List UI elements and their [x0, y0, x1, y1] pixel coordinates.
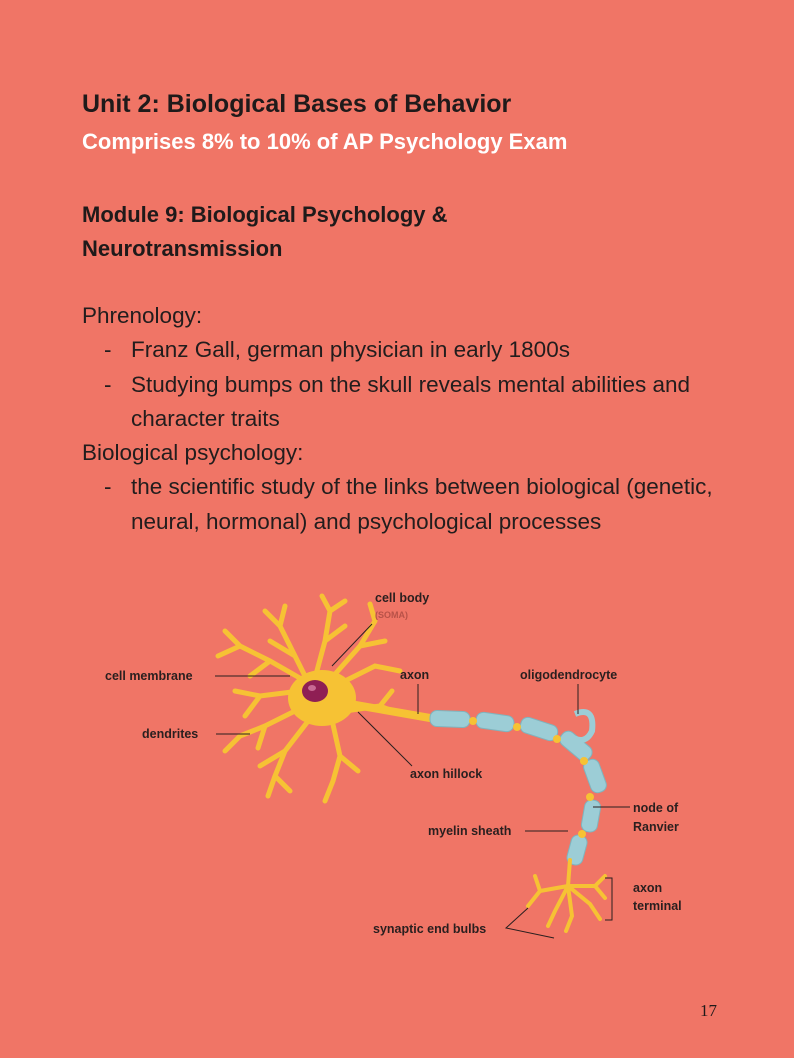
bullet-dash: -: [104, 371, 112, 397]
bullet-list: [82, 333, 722, 436]
module-title: [82, 198, 602, 266]
label-axon-terminal-1: axon: [633, 881, 663, 895]
notes-body: [82, 299, 722, 539]
label-oligodendrocyte: oligodendrocyte: [520, 668, 618, 682]
label-node-of: node of: [633, 801, 679, 815]
page-number: 17: [700, 1001, 717, 1020]
list-item: [82, 470, 722, 539]
label-myelin-sheath: myelin sheath: [428, 824, 512, 838]
axon-terminal-graphic: [528, 860, 605, 931]
label-cell-membrane: cell membrane: [105, 669, 193, 683]
label-soma: (SOMA): [375, 610, 408, 620]
list-item: [82, 333, 722, 367]
unit-subtitle: Comprises 8% to 10% of AP Psychology Exam: [82, 129, 568, 154]
label-synaptic-end-bulbs: synaptic end bulbs: [373, 922, 487, 936]
nucleolus-shape: [308, 685, 316, 691]
leader-synaptic-end-bulbs: [506, 908, 554, 938]
bullet-dash: -: [104, 474, 112, 500]
myelin-sheath-graphic: [430, 710, 609, 866]
label-cell-body: cell body: [375, 591, 430, 605]
neuron-illustration: [100, 586, 700, 946]
module-title-line-1: Module 9: Biological Psychology &: [82, 202, 448, 227]
label-axon-terminal-2: terminal: [633, 899, 682, 913]
label-dendrites: dendrites: [142, 727, 199, 741]
section-heading: Biological psychology:: [82, 440, 304, 466]
section-heading: Phrenology:: [82, 303, 203, 328]
bullet-dash: -: [104, 337, 112, 363]
oligodendrocyte-graphic: [570, 712, 592, 740]
label-axon-hillock: axon hillock: [410, 767, 483, 781]
unit-title: Unit 2: Biological Bases of Behavior: [82, 90, 512, 118]
list-item-text: Studying bumps on the skull reveals mental abilities and character traits: [131, 371, 691, 431]
list-item-text: Franz Gall, german physician in early 1800s: [131, 337, 570, 363]
label-axon: axon: [400, 668, 430, 682]
list-item-text: the scientific study of the links between biological (genetic, neural, hormonal) and psychological processes: [131, 474, 713, 534]
label-ranvier: Ranvier: [633, 820, 679, 834]
nucleus-shape: [302, 680, 328, 702]
module-title-line-2: Neurotransmission: [82, 236, 283, 261]
neuron-diagram: [100, 586, 700, 946]
bullet-list: [82, 470, 722, 539]
leader-axon-hillock: [358, 712, 412, 766]
list-item: [82, 368, 722, 437]
